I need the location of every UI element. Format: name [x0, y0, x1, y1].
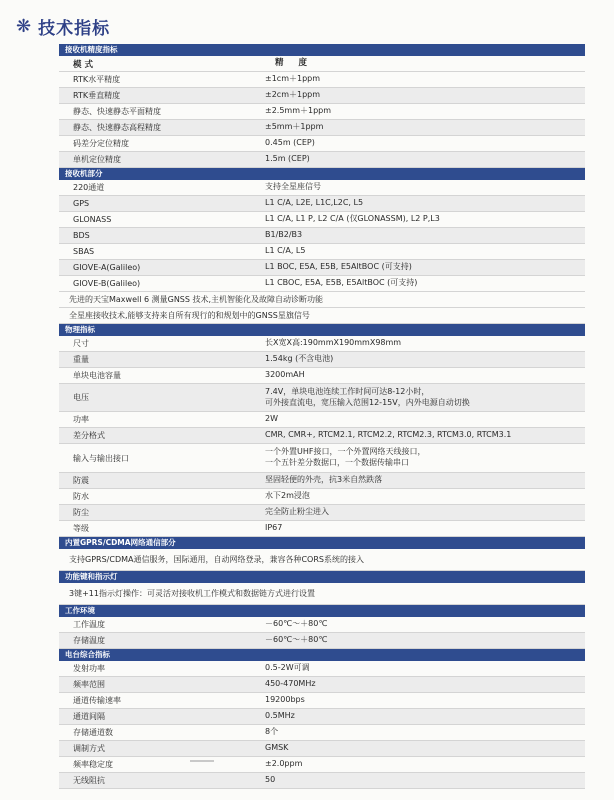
spec-label: 静态、快速静态高程精度: [73, 123, 161, 132]
spec-row: [59, 260, 585, 276]
spec-label: 防震: [73, 476, 89, 485]
spec-row: [59, 709, 585, 725]
spec-row: [59, 72, 585, 88]
spec-value: B1/B2/B3: [265, 230, 303, 240]
spec-row: [59, 428, 585, 444]
spec-value: L1 BOC, E5A, E5B, E5AltBOC (可支持): [265, 262, 412, 272]
spec-value: 450-470MHz: [265, 679, 316, 689]
spec-label: 存储通道数: [73, 728, 113, 737]
spec-label: 等级: [73, 524, 89, 533]
spec-value: 0.5-2W可调: [265, 663, 310, 673]
spec-value: ±2.0ppm: [265, 759, 303, 769]
spec-note: 全星座接收技术,能够支持来自所有现行的和规划中的GNSS星旗信号: [69, 311, 310, 320]
spec-label: GLONASS: [73, 215, 112, 224]
spec-row: [59, 633, 585, 649]
spec-label: 码差分定位精度: [73, 139, 129, 148]
page-title-text: 技术指标: [38, 19, 111, 39]
spec-row: [59, 693, 585, 709]
spec-value: ±2cm＋1ppm: [265, 90, 321, 100]
spec-label: 输入与输出接口: [73, 453, 129, 463]
spec-sheet: [59, 44, 585, 789]
spec-row: [59, 489, 585, 505]
spec-row: [59, 773, 585, 789]
spec-value: L1 CBOC, E5A, E5B, E5AltBOC (可支持): [265, 278, 418, 288]
spec-value: 8个: [265, 727, 279, 737]
spec-value: CMR, CMR+, RTCM2.1, RTCM2.2, RTCM2.3, RTCM3.0, RTCM3.1: [265, 430, 512, 440]
spec-value: 支持全星座信号: [265, 182, 321, 192]
section-header: 电台综合指标: [59, 649, 585, 661]
spec-label: 单机定位精度: [73, 155, 121, 164]
spec-label: 无线阻抗: [73, 776, 105, 785]
table-header-row: [59, 56, 585, 72]
spec-value-cell: [261, 387, 585, 409]
spec-label: 静态、快速静态平面精度: [73, 107, 161, 116]
spec-value: ±2.5mm＋1ppm: [265, 106, 332, 116]
spec-label: 防水: [73, 492, 89, 501]
spec-value: ±5mm＋1ppm: [265, 122, 324, 132]
scan-mark: [190, 760, 214, 762]
spec-value: IP67: [265, 523, 283, 533]
spec-note-row: [59, 308, 585, 324]
spec-note: 3键+11指示灯操作：可灵活对接收机工作模式和数据链方式进行设置: [69, 589, 315, 598]
spec-label: 频率稳定度: [73, 760, 113, 769]
spec-label: RTK水平精度: [73, 75, 121, 84]
spec-value: 坚固轻便的外壳，抗3米自然跌落: [265, 475, 383, 485]
spec-row: [59, 368, 585, 384]
spec-value: －60℃～＋80℃: [265, 619, 328, 629]
spec-row: [59, 757, 585, 773]
spec-value: L1 C/A, L2E, L1C,L2C, L5: [265, 198, 364, 208]
spec-label: 发射功率: [73, 664, 105, 673]
spec-value: GMSK: [265, 743, 289, 753]
spec-value: 1.5m (CEP): [265, 154, 310, 164]
spec-label: 存储温度: [73, 636, 105, 645]
spec-value: 精 度: [275, 57, 313, 68]
spec-row: [59, 741, 585, 757]
spec-row: [59, 725, 585, 741]
spec-label: 防尘: [73, 508, 89, 517]
spec-row: [59, 228, 585, 244]
page-title: [16, 14, 110, 39]
spec-label: SBAS: [73, 247, 95, 256]
spec-label: BDS: [73, 231, 90, 240]
spec-row: [59, 521, 585, 537]
spec-value-line2: 可外接直流电，宽压输入范围12-15V，内外电源自动切换: [265, 397, 470, 407]
spec-label: GPS: [73, 199, 90, 208]
spec-value: －60℃～＋80℃: [265, 635, 328, 645]
spec-row: [59, 136, 585, 152]
spec-row: [59, 152, 585, 168]
spec-label: 重量: [73, 355, 89, 364]
spec-row: [59, 617, 585, 633]
spec-value: 水下2m浸泡: [265, 491, 310, 501]
spec-row: [59, 384, 585, 412]
spec-label: 通道间隔: [73, 712, 105, 721]
spec-label: 功率: [73, 415, 89, 424]
spec-row: [59, 212, 585, 228]
spec-value: 完全防止粉尘进入: [265, 507, 329, 517]
spec-value: L1 C/A, L1 P, L2 C/A (仅GLONASSM), L2 P,L3: [265, 214, 440, 224]
spec-row: [59, 352, 585, 368]
spec-row: [59, 180, 585, 196]
spec-label: GIOVE-A(Galileo): [73, 263, 141, 272]
section-header: 接收机部分: [59, 168, 585, 180]
section-header: 物理指标: [59, 324, 585, 336]
spec-row: [59, 244, 585, 260]
section-header: 内置GPRS/CDMA网络通信部分: [59, 537, 585, 549]
spec-label: 模 式: [73, 59, 93, 70]
spec-note: 支持GPRS/CDMA通信服务，国际通用，自动网络登录，兼容各种CORS系统的接入: [69, 555, 364, 564]
spec-label: 工作温度: [73, 620, 105, 629]
spec-value: 50: [265, 775, 276, 785]
spec-label: GIOVE-B(Galileo): [73, 279, 141, 288]
section-header: 接收机精度指标: [59, 44, 585, 56]
spec-value-line2: 一个五针差分数据口，一个数据传输串口: [265, 458, 409, 467]
spec-value: 一个外置UHF接口，一个外置网络天线接口，: [265, 447, 426, 457]
spec-row: [59, 677, 585, 693]
spec-label: 差分格式: [73, 431, 105, 440]
spec-row: [59, 473, 585, 489]
spec-label: 频率范围: [73, 680, 105, 689]
spec-value: 0.5MHz: [265, 711, 295, 721]
spec-row: [59, 505, 585, 521]
spec-label: 单块电池容量: [73, 371, 121, 380]
spec-label: 尺寸: [73, 339, 89, 348]
spec-value: 1.54kg (不含电池): [265, 354, 334, 364]
spec-label: 调制方式: [73, 744, 105, 753]
spec-row: [59, 276, 585, 292]
spec-note-row: [59, 549, 585, 571]
spec-row: [59, 104, 585, 120]
spec-row: [59, 444, 585, 473]
snowflake-icon: ❋: [16, 15, 33, 37]
spec-value: 19200bps: [265, 695, 305, 705]
spec-note-row: [59, 292, 585, 308]
section-header: 工作环境: [59, 605, 585, 617]
spec-value: L1 C/A, L5: [265, 246, 306, 256]
spec-value: ±1cm＋1ppm: [265, 74, 321, 84]
spec-label: 220通道: [73, 183, 105, 192]
spec-note: 先进的天宝Maxwell 6 测量GNSS 技术,主机智能化及故障自动诊断功能: [69, 295, 324, 304]
spec-label: RTK垂直精度: [73, 91, 121, 100]
spec-value: 3200mAH: [265, 370, 305, 380]
spec-label: 通道传输速率: [73, 696, 121, 705]
spec-row: [59, 88, 585, 104]
spec-note-row: [59, 583, 585, 605]
spec-label: 电压: [73, 393, 89, 402]
section-header: 功能键和指示灯: [59, 571, 585, 583]
spec-value: 0.45m (CEP): [265, 138, 315, 148]
spec-value: 7.4V，单块电池连续工作时间可达8-12小时，: [265, 386, 430, 396]
spec-row: [59, 196, 585, 212]
spec-value-cell: [261, 447, 585, 469]
spec-row: [59, 661, 585, 677]
spec-row: [59, 336, 585, 352]
spec-row: [59, 120, 585, 136]
spec-value: 长X宽X高:190mmX190mmX98mm: [265, 338, 402, 348]
spec-row: [59, 412, 585, 428]
spec-value: 2W: [265, 414, 278, 424]
